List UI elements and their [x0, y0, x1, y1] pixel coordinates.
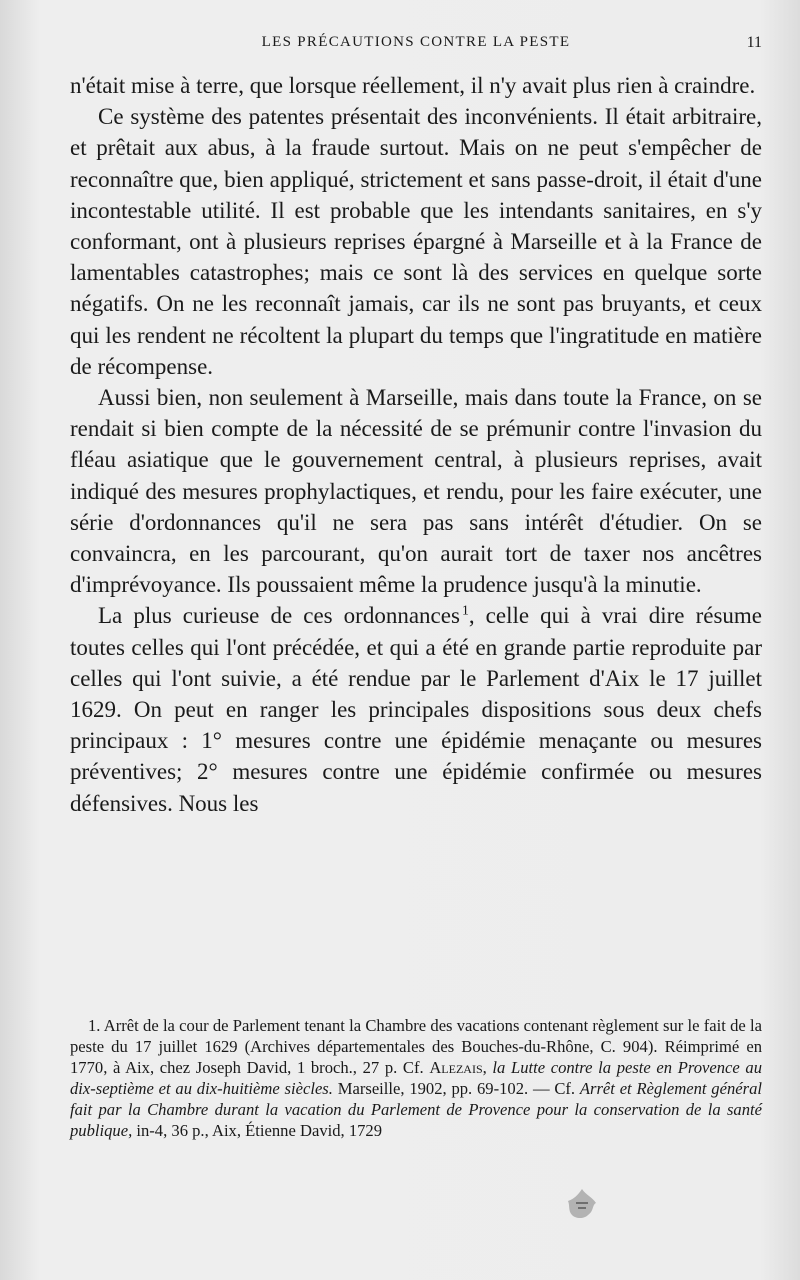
- footnote-reference: 1: [461, 603, 469, 619]
- footnotes: [70, 1015, 762, 1141]
- footnote-sep: ,: [482, 1058, 493, 1077]
- library-stamp-icon: [562, 1185, 602, 1225]
- paragraph-2: Ce système des patentes présentait des inconvénients. Il était arbitraire, et prêtait aux abus, à la fraude surtout. Mais on ne peut s'empêcher de reconnaître que, bien appliqué, strictement et sans passe-droit, il était d'une incontestable utilité. Il est probable que les intendants sanitaires, en s'y conformant, ont à plusieurs reprises épargné à Marseille et à la France de lamentables catastrophes; mais ce sont là des services en quelque sorte négatifs. On ne les reconnaît jamais, car ils ne sont pas bruyants, et ceux qui les rendent ne récoltent la plupart du temps que l'ingratitude en matière de récompense.: [70, 104, 762, 379]
- footnote-title-2: Arrêt et Règlement général fait par la Chambre durant la vacation du Parlement de Provence pour la conservation de la santé publique,: [70, 1079, 762, 1140]
- page-number: 11: [746, 34, 762, 51]
- running-title: LES PRÉCAUTIONS CONTRE LA PESTE: [261, 34, 571, 50]
- footnote-mid: Marseille, 1902, pp. 69-102. — Cf.: [332, 1079, 580, 1098]
- page-header: [70, 34, 762, 54]
- footnote-1: [70, 1015, 762, 1141]
- footnote-lead: 1. Arrêt de la cour de Parlement tenant la Chambre des vacations contenant règlement sur le fait de la peste du 17 juillet 1629 (Archives départementales des Bouches-du-Rhône, C. 904). Réimprimé en 1770, à Aix, chez Joseph David, 1 broch., 27 p. Cf.: [70, 1016, 762, 1077]
- paragraph-4-rest: , celle qui à vrai dire résume toutes celles qui l'ont précédée, et qui a été en grande partie reproduite par celles qui l'ont suivie, a été rendue par le Parlement d'Aix le 17 juillet 1629. On peut en ranger les principales dispositions sous deux chefs principaux : 1° mesures contre une épidémie menaçante ou mesures préventives; 2° mesures contre une épidémie confirmée ou mesures défensives. Nous les: [70, 603, 762, 816]
- footnote-title-1: la Lutte contre la peste en Provence au dix-septième et au dix-huitième siècles.: [70, 1058, 762, 1098]
- paragraph-4: [70, 600, 762, 818]
- footnote-author: Alezais: [429, 1058, 483, 1077]
- paragraph-4-start: La plus curieuse de ces ordonnances: [98, 603, 460, 629]
- footnote-tail: in-4, 36 p., Aix, Étienne David, 1729: [132, 1121, 383, 1140]
- paragraph-3: Aussi bien, non seulement à Marseille, mais dans toute la France, on se rendait si bien compte de la nécessité de se prémunir contre l'invasion du fléau asiatique que le gouvernement central, à plusieurs reprises, avait indiqué des mesures prophylactiques, et rendu, pour les faire exécuter, une série d'ordonnances qu'il ne sera pas sans intérêt d'étudier. On se convaincra, en les parcourant, qu'on aurait tort de taxer nos ancêtres d'imprévoyance. Ils poussaient même la prudence jusqu'à la minutie.: [70, 385, 762, 598]
- body-text: [70, 70, 762, 819]
- paragraph-1: n'était mise à terre, que lorsque réellement, il n'y avait plus rien à craindre.: [70, 73, 756, 98]
